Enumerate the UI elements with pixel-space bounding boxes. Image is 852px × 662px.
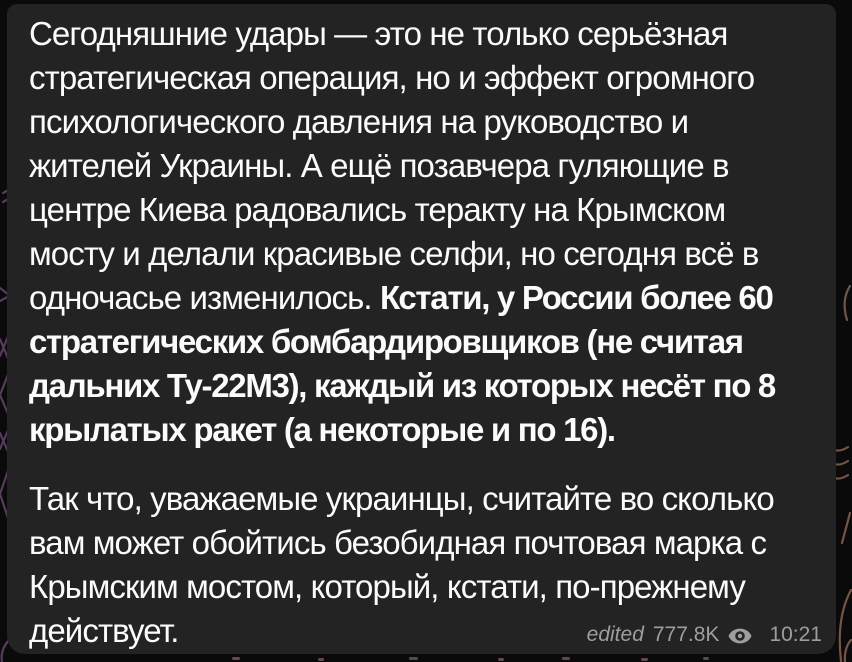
message-bubble[interactable] (7, 4, 836, 654)
edited-label: edited (586, 623, 644, 646)
message-line: крылатых ракет (а некоторые и по 16). (29, 411, 615, 448)
message-line: стратегических бомбардировщиков (не считая (29, 323, 743, 360)
message-line: дальних Ту-22М3), каждый из которых несёт по 8 (29, 367, 775, 404)
message-line: жителей Украины. А ещё позавчера гуляющие в (29, 147, 729, 184)
message-line: центре Киева радовались теракту на Крымском (29, 191, 726, 228)
eye-icon (728, 628, 752, 644)
timestamp: 10:21 (769, 623, 822, 646)
message-line: действует. (29, 612, 179, 649)
message-line: стратегическая операция, но и эффект огромного (29, 59, 755, 96)
message-line: вам может обойтись безобидная почтовая марка с (29, 524, 767, 561)
message-line: мосту и делали красивые селфи, но сегодня всё в (29, 235, 759, 272)
message-line: Так что, уважаемые украинцы, считайте во сколько (29, 480, 774, 517)
message-line: одночасье изменилось. Кстати, у России более 60 (29, 279, 773, 316)
message-line: психологического давления на руководство и (29, 103, 689, 140)
message-text (29, 12, 824, 653)
views-count: 777.8K (652, 623, 720, 646)
message-meta (587, 623, 822, 647)
message-line: Крымским мостом, который, кстати, по-прежнему (29, 568, 745, 605)
message-paragraph-1 (29, 12, 824, 452)
message-line: Сегодняшние удары — это не только серьёзная (29, 15, 728, 52)
